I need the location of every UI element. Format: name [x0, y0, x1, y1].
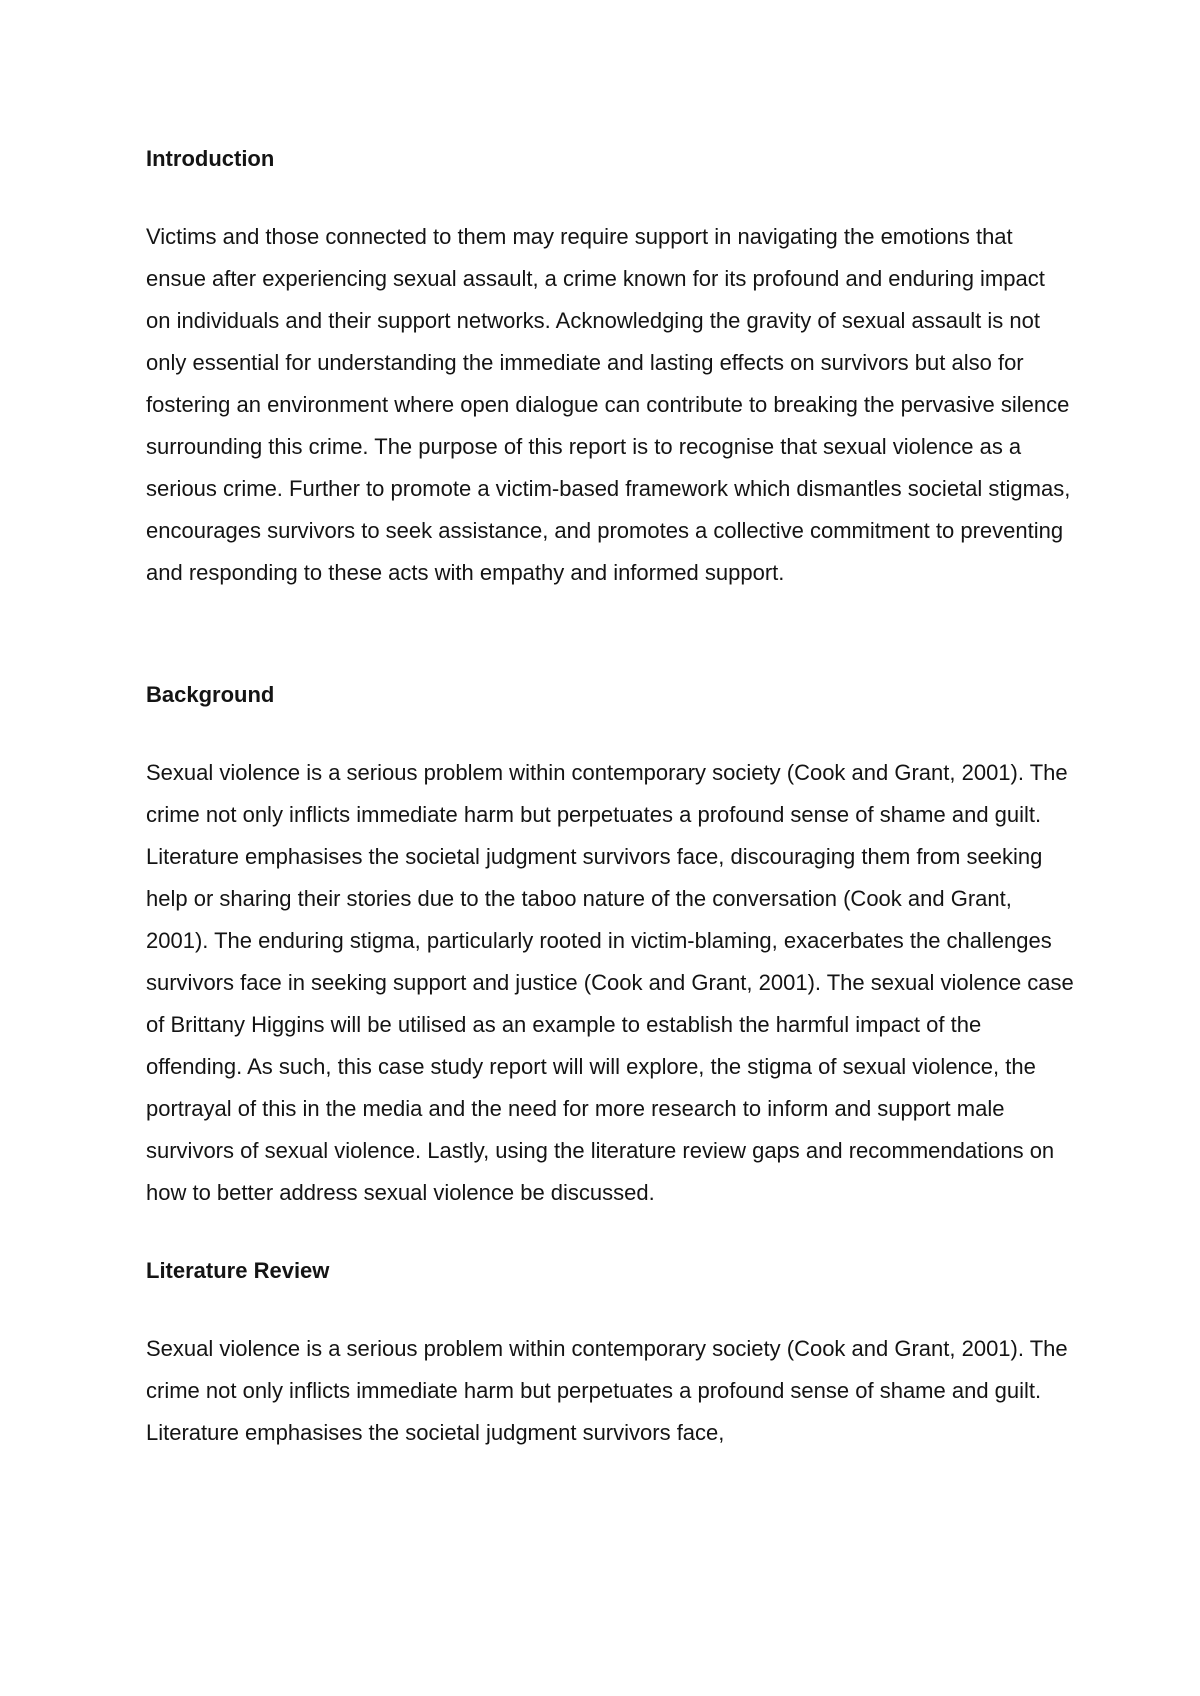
introduction-paragraph: Victims and those connected to them may require support in navigating the emotions that ensue after experiencing sexual assault, a crime known for its profound and enduring impact on individuals and their support networks. Acknowledging the gravity of sexual assault is not only essential for understanding the immediate and lasting effects on survivors but also for fostering an environment where open dialogue can contribute to breaking the pervasive silence surrounding this crime. The purpose of this report is to recognise that sexual violence as a serious crime. Further to promote a victim-based framework which dismantles societal stigmas, encourages survivors to seek assistance, and promotes a collective commitment to preventing and responding to these acts with empathy and informed support.	[146, 224, 1071, 585]
background-heading: Background	[146, 682, 275, 707]
literature-review-paragraph: Sexual violence is a serious problem within contemporary society (Cook and Grant, 2001). The crime not only inflicts immediate harm but perpetuates a profound sense of shame and guilt. Literature emphasises the societal judgment survivors face,	[146, 1336, 1068, 1445]
background-paragraph: Sexual violence is a serious problem within contemporary society (Cook and Grant, 2001). The crime not only inflicts immediate harm but perpetuates a profound sense of shame and guilt. Literature emphasises the societal judgment survivors face, discouraging them from seeking help or sharing their stories due to the taboo nature of the conversation (Cook and Grant, 2001). The enduring stigma, particularly rooted in victim-blaming, exacerbates the challenges survivors face in seeking support and justice (Cook and Grant, 2001). The sexual violence case of Brittany Higgins will be utilised as an example to establish the harmful impact of the offending. As such, this case study report will will explore, the stigma of sexual violence, the portrayal of this in the media and the need for more research to inform and support male survivors of sexual violence. Lastly, using the literature review gaps and recommendations on how to better address sexual violence be discussed.	[146, 760, 1074, 1205]
introduction-heading: Introduction	[146, 146, 275, 171]
document-body	[146, 143, 1074, 1454]
literature-review-heading: Literature Review	[146, 1258, 330, 1283]
